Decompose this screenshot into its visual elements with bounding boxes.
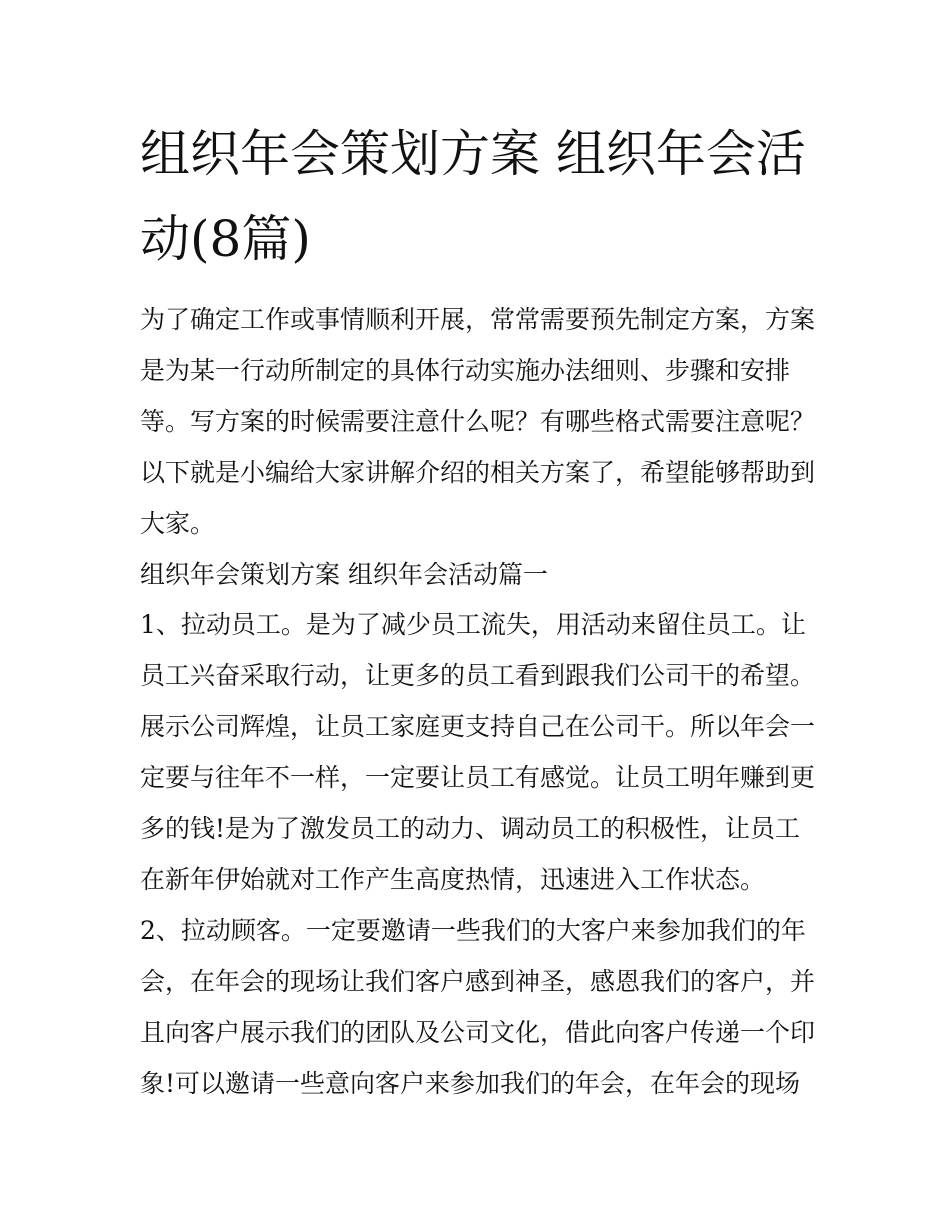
document-body: [140, 295, 816, 1110]
document-content: [140, 112, 816, 1110]
body-paragraph-1: 1、拉动员工。是为了减少员工流失，用活动来留住员工。让员工兴奋采取行动，让更多的员工看到跟我们公司干的希望。展示公司辉煌，让员工家庭更支持自己在公司干。所以年会一定要与往年不一样，一定要让员工有感觉。让员工明年赚到更多的钱!是为了激发员工的动力、调动员工的积极性，让员工在新年伊始就对工作产生高度热情，迅速进入工作状态。: [140, 610, 816, 894]
body-paragraph-2: 2、拉动顾客。一定要邀请一些我们的大客户来参加我们的年会，在年会的现场让我们客户感到神圣，感恩我们的客户，并且向客户展示我们的团队及公司文化，借此向客户传递一个印象!可以邀请一些意向客户来参加我们的年会，在年会的现场: [140, 915, 816, 1098]
section-heading: 组织年会策划方案 组织年会活动篇一: [140, 559, 548, 589]
document-title: 组织年会策划方案 组织年会活动(8篇): [140, 125, 806, 268]
intro-paragraph: 为了确定工作或事情顺利开展，常常需要预先制定方案，方案是为某一行动所制定的具体行动实施办法细则、步骤和安排等。写方案的时候需要注意什么呢？有哪些格式需要注意呢？以下就是小编给大家讲解介绍的相关方案了，希望能够帮助到大家。: [140, 305, 816, 538]
